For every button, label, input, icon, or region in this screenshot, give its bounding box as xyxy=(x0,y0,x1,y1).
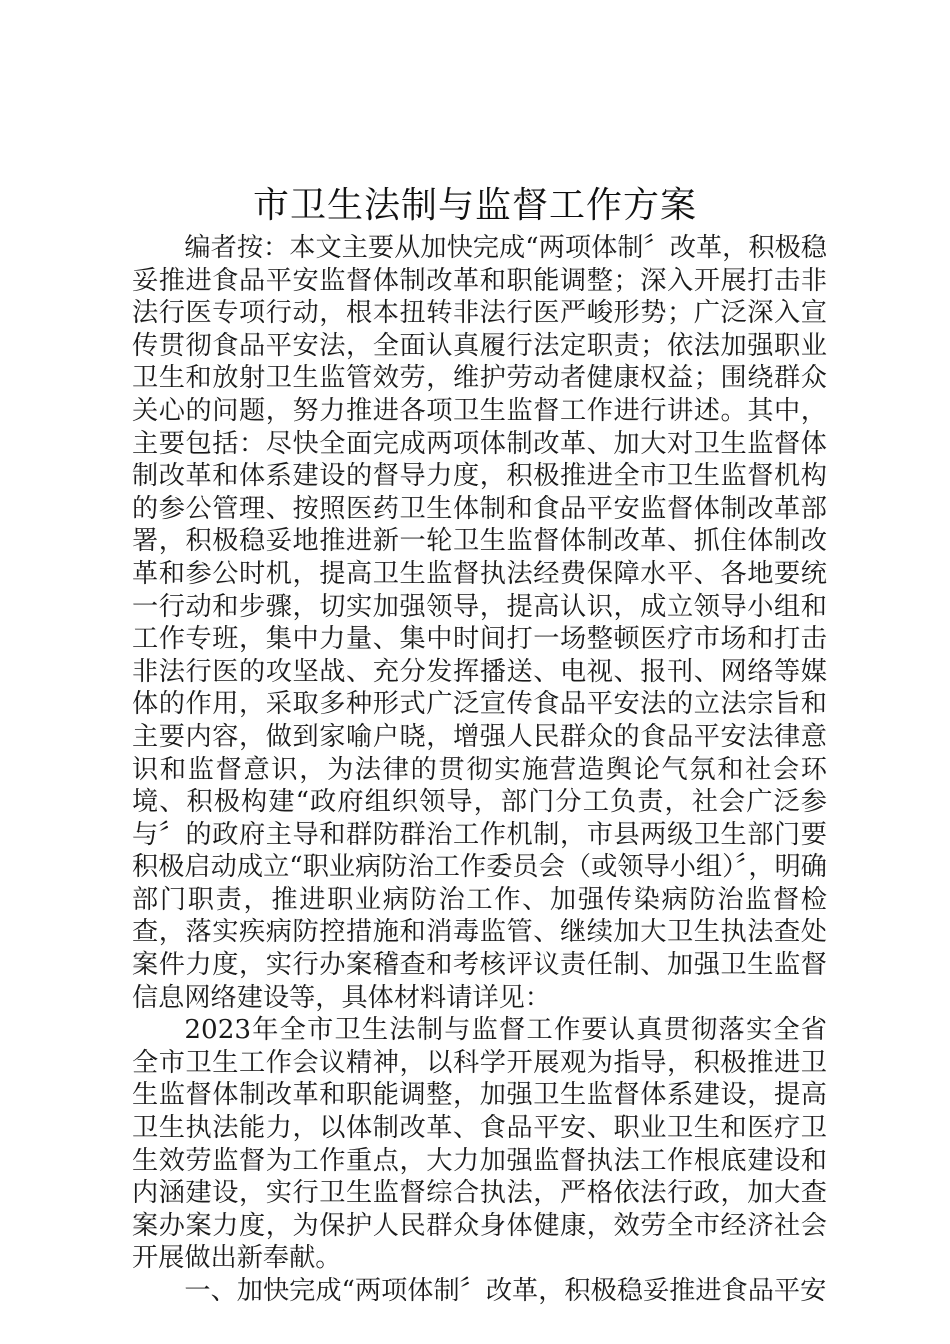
document-body xyxy=(132,232,827,1308)
section-heading-paragraph: 一、加快完成“两项体制〞改革，积极稳妥推进食品平安 xyxy=(184,1276,827,1306)
editor-note-paragraph: 编者按：本文主要从加快完成“两项体制〞改革，积极稳妥推进食品平安监督体制改革和职能调整；深入开展打击非法行医专项行动，根本扭转非法行医严峻形势；广泛深入宣传贯彻食品平安法，全面认真履行法定职责；依法加强职业卫生和放射卫生监管效劳，维护劳动者健康权益；围绕群众关心的问题，努力推进各项卫生监督工作进行讲述。其中，主要包括：尽快全面完成两项体制改革、加大对卫生监督体制改革和体系建设的督导力度，积极推进全市卫生监督机构的参公管理、按照医药卫生体制和食品平安监督体制改革部署，积极稳妥地推进新一轮卫生监督体制改革、抓住体制改革和参公时机，提高卫生监督执法经费保障水平、各地要统一行动和步骤，切实加强领导，提高认识，成立领导小组和工作专班，集中力量、集中时间打一场整顿医疗市场和打击非法行医的攻坚战、充分发挥播送、电视、报刊、网络等媒体的作用，采取多种形式广泛宣传食品平安法的立法宗旨和主要内容，做到家喻户晓，增强人民群众的食品平安法律意识和监督意识，为法律的贯彻实施营造舆论气氛和社会环境、积极构建“政府组织领导，部门分工负责，社会广泛参与〞的政府主导和群防群治工作机制，市县两级卫生部门要积极启动成立“职业病防治工作委员会（或领导小组）〞，明确部门职责，推进职业病防治工作、加强传染病防治监督检查，落实疾病防控措施和消毒监管、继续加大卫生执法查处案件力度，实行办案稽查和考核评议责任制、加强卫生监督信息网络建设等，具体材料请详见： xyxy=(132,233,827,1013)
document-title: 市卫生法制与监督工作方案 xyxy=(252,185,697,226)
intro-paragraph: 2023年全市卫生法制与监督工作要认真贯彻落实全省全市卫生工作会议精神，以科学开展观为指导，积极推进卫生监督体制改革和职能调整，加强卫生监督体系建设，提高卫生执法能力，以体制改革、食品平安、职业卫生和医疗卫生效劳监督为工作重点，大力加强监督执法工作根底建设和内涵建设，实行卫生监督综合执法，严格依法行政，加大查案办案力度，为保护人民群众身体健康，效劳全市经济社会开展做出新奉献。 xyxy=(132,1015,827,1274)
